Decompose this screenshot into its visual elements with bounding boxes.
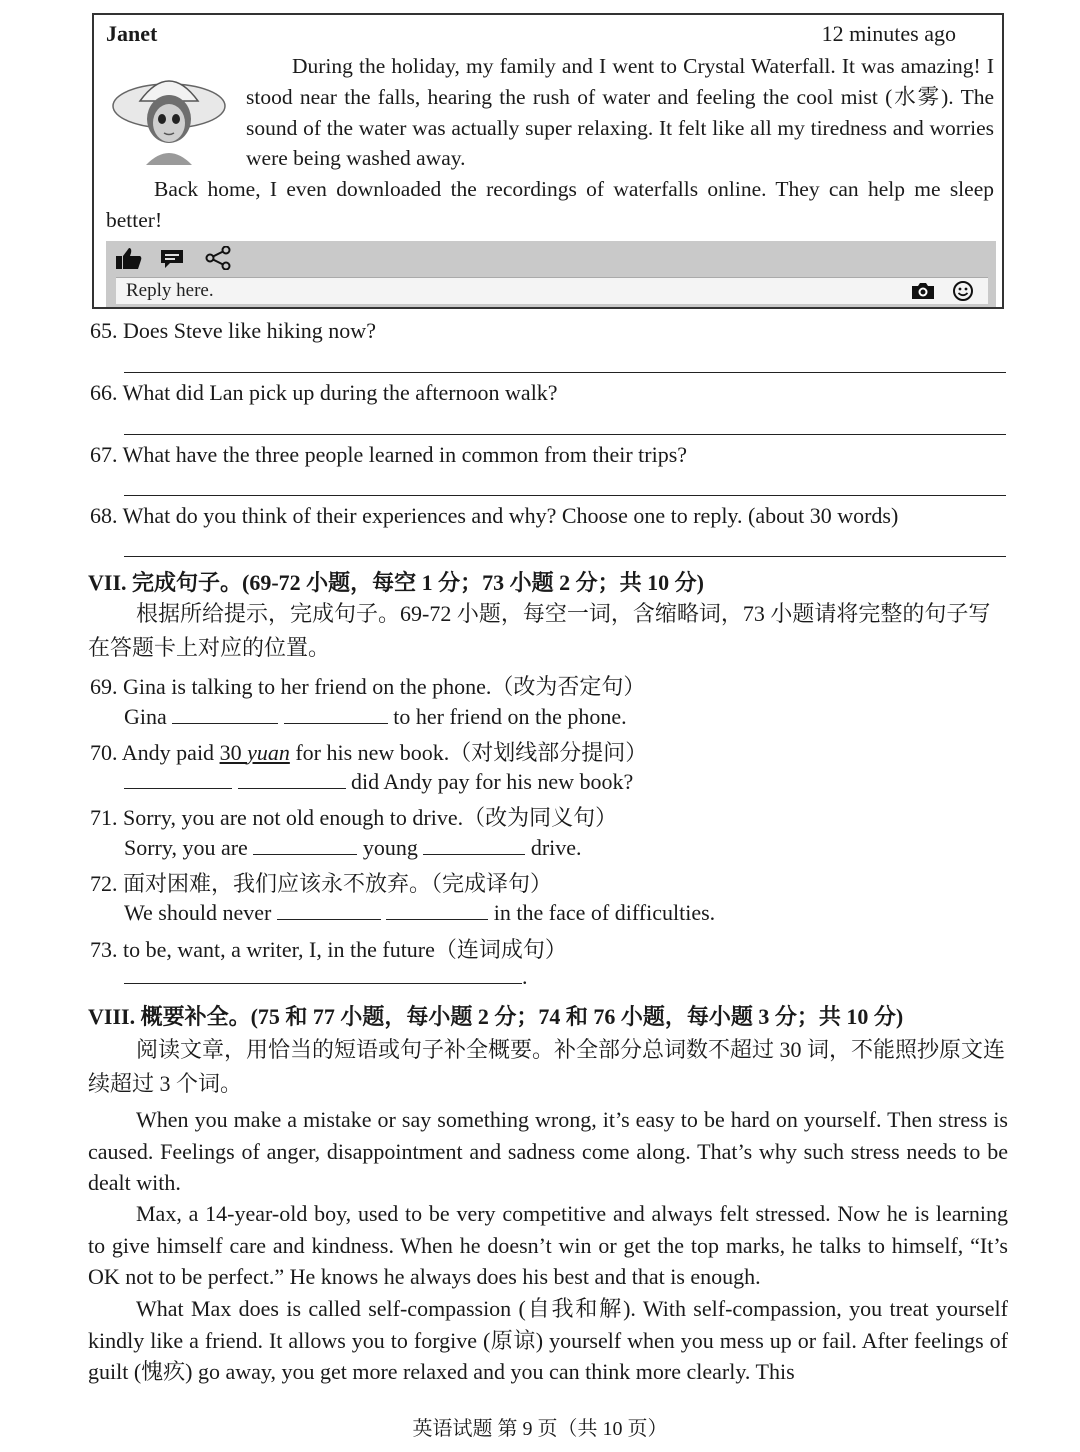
passage-paragraph-2: Max, a 14-year-old boy, used to be very competitive and always felt stressed. Now he is learning to give himself care and kindness. When he doesn’t win or get the top marks, he talks to himself, “It’s OK not to be perfect.” He knows he always does his best and that is enough. <box>88 1201 1008 1289</box>
social-post-card <box>92 13 1004 309</box>
answer-line-67[interactable] <box>124 495 1006 496</box>
page-footer: 英语试题 第 9 页（共 10 页） <box>412 1418 668 1440</box>
blank-70-1[interactable] <box>124 770 232 789</box>
blank-73[interactable] <box>124 965 522 984</box>
section-8-instruction: 阅读文章，用恰当的短语或句子补全概要。补全部分总词数不超过 30 词，不能照抄原文连续超过 3 个词。 <box>88 1037 1006 1096</box>
question-72-fill <box>124 900 715 926</box>
question-69-fill <box>124 704 627 730</box>
blank-69-1[interactable] <box>172 705 278 724</box>
passage-paragraph-1: When you make a mistake or say something wrong, it’s easy to be hard on yourself. Then stress is caused. Feelings of anger, disappointment and sadness come along. That’s why such stress needs to be dealt with. <box>88 1107 1008 1195</box>
reply-placeholder: Reply here. <box>126 280 214 301</box>
question-67: 67. What have the three people learned in common from their trips? <box>90 442 688 467</box>
question-70 <box>90 736 647 767</box>
q70-text-b: did Andy pay for his new book? <box>351 769 634 794</box>
q72-text-a: We should never <box>124 900 272 925</box>
blank-71-2[interactable] <box>423 836 525 855</box>
blank-72-1[interactable] <box>277 901 381 920</box>
answer-line-66[interactable] <box>124 434 1006 435</box>
q71-text-a: Sorry, you are <box>124 835 248 860</box>
section-7-instruction: 根据所给提示，完成句子。69-72 小题，每空一词，含缩略词，73 小题请将完整的句子写在答题卡上对应的位置。 <box>88 601 991 660</box>
question-69: 69. Gina is talking to her friend on the phone.（改为否定句） <box>90 674 646 699</box>
post-paragraph-1: During the holiday, my family and I went to Crystal Waterfall. It was amazing! I stood near the falls, hearing the rush of water and feeling the cool mist (水雾). The sound of the water was actually super relaxing. It felt like all my tiredness and worries were being washed away. <box>246 54 994 171</box>
q72-text-b: in the face of difficulties. <box>493 900 716 925</box>
thumbs-up-icon[interactable] <box>114 246 144 270</box>
q70-text-post: for his new book.（对划线部分提问） <box>289 740 648 765</box>
section-8-title: VIII. 概要补全。(75 和 77 小题，每小题 2 分；74 和 76 小题，每小题 3 分；共 10 分) <box>88 1004 904 1029</box>
answer-line-68[interactable] <box>124 556 1006 557</box>
question-73: 73. to be, want, a writer, I, in the future（连词成句） <box>90 937 567 962</box>
post-author: Janet <box>106 21 158 46</box>
comment-icon[interactable] <box>158 246 188 270</box>
post-timestamp: 12 minutes ago <box>821 21 956 46</box>
q70-unit: yuan <box>247 740 290 765</box>
reply-input[interactable] <box>116 277 988 304</box>
question-66: 66. What did Lan pick up during the afternoon walk? <box>90 380 558 405</box>
answer-line-65[interactable] <box>124 372 1006 373</box>
blank-70-2[interactable] <box>238 770 346 789</box>
q70-underlined <box>220 740 290 765</box>
blank-72-2[interactable] <box>386 901 488 920</box>
camera-icon[interactable] <box>910 281 936 301</box>
q69-text-b: to her friend on the phone. <box>393 704 627 729</box>
question-70-fill <box>124 769 633 795</box>
smiley-icon[interactable] <box>952 280 974 302</box>
q69-text-a: Gina <box>124 704 167 729</box>
section-7-title: VII. 完成句子。(69-72 小题，每空 1 分；73 小题 2 分；共 10 分) <box>88 570 704 595</box>
avatar <box>110 61 228 165</box>
question-72: 72. 面对困难，我们应该永不放弃。（完成译句） <box>90 871 553 896</box>
question-65: 65. Does Steve like hiking now? <box>90 318 376 343</box>
passage-paragraph-3: What Max does is called self-compassion (自我和解). With self-compassion, you treat yourself kindly like a friend. It allows you to forgive (原谅) yourself when you mess up or fail. After feelings of guilt (愧疚) go away, you get more relaxed and you can think more clearly. This <box>88 1296 1008 1384</box>
blank-71-1[interactable] <box>253 836 357 855</box>
question-71-fill <box>124 835 582 861</box>
q70-text-pre: 70. Andy paid <box>90 740 220 765</box>
question-73-fill: . <box>124 964 528 990</box>
blank-69-2[interactable] <box>284 705 388 724</box>
q71-text-c: drive. <box>530 835 582 860</box>
q71-text-b: young <box>362 835 418 860</box>
question-68: 68. What do you think of their experiences and why? Choose one to reply. (about 30 words) <box>90 503 899 528</box>
question-71: 71. Sorry, you are not old enough to drive.（改为同义句） <box>90 805 618 830</box>
q70-amount: 30 <box>219 740 248 765</box>
share-icon[interactable] <box>204 246 234 270</box>
post-action-bar <box>106 241 996 307</box>
post-paragraph-2: Back home, I even downloaded the recordings of waterfalls online. They can help me sleep better! <box>106 177 994 232</box>
